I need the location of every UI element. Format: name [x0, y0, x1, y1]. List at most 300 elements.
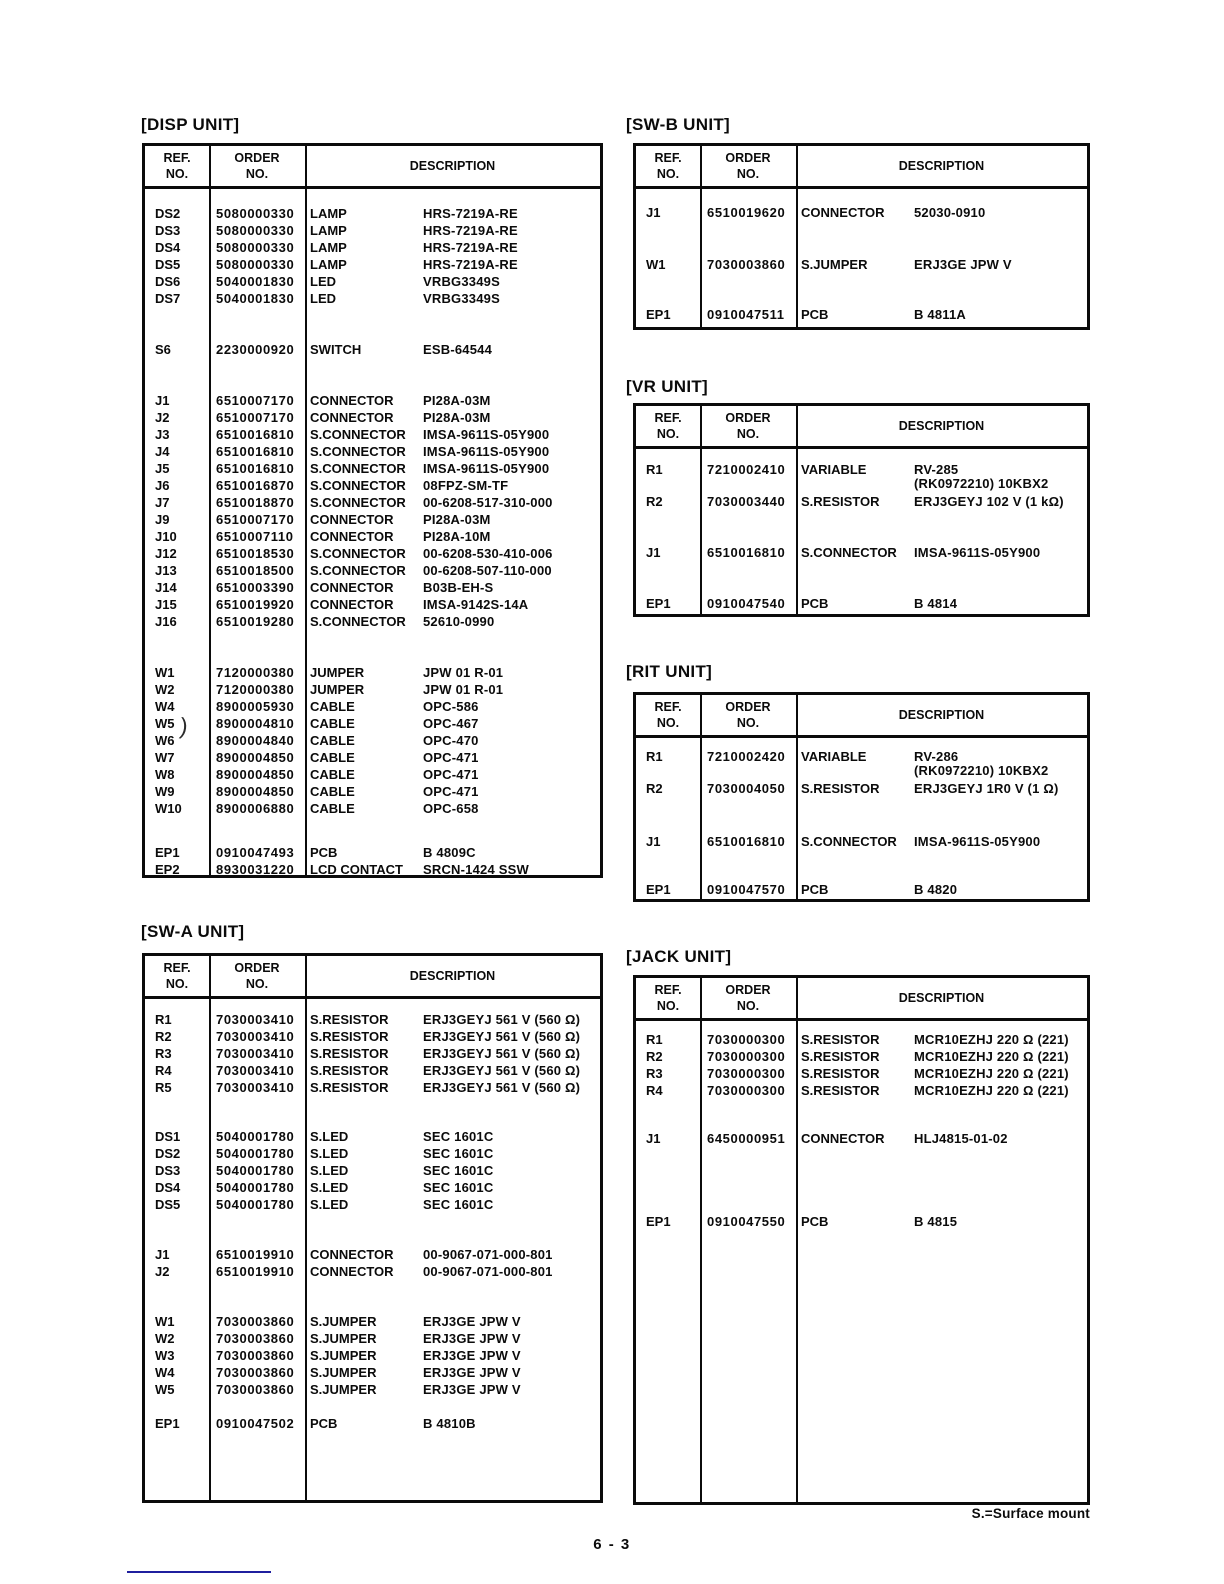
order-no-cell: 0910047502	[216, 1416, 295, 1431]
description-part-cell: B 4815	[914, 1214, 958, 1229]
table-body	[636, 1021, 1087, 1230]
description-part-cell: PI28A-03M	[423, 410, 491, 425]
ref-no-cell: R5	[155, 1080, 172, 1095]
table-row	[145, 494, 600, 511]
table-row	[636, 544, 1087, 561]
table-row	[145, 1062, 600, 1079]
description-type-cell: S.RESISTOR	[801, 1032, 880, 1047]
description-type-cell: S.CONNECTOR	[310, 546, 406, 561]
table-row	[636, 1213, 1087, 1230]
description-part-cell: JPW 01 R-01	[423, 682, 504, 697]
description-type-cell: LED	[310, 274, 336, 289]
table-row	[636, 1082, 1087, 1099]
order-no-cell: 8900004850	[216, 767, 295, 782]
description-part-cell: ERJ3GEYJ 561 V (560 Ω)	[423, 1063, 581, 1078]
description-type-cell: S.LED	[310, 1129, 349, 1144]
ref-no-cell: DS4	[155, 240, 181, 255]
table-row	[145, 698, 600, 715]
ref-no-cell: EP1	[646, 1214, 671, 1229]
description-type-cell: S.CONNECTOR	[310, 427, 406, 442]
order-no-cell: 6510019620	[707, 205, 786, 220]
unit-title-sw-b: [SW-B UNIT]	[626, 115, 730, 134]
table-row	[636, 1031, 1087, 1048]
ref-no-cell: R2	[155, 1029, 172, 1044]
header-label: NO.	[736, 716, 760, 730]
description-part-cell: MCR10EZHJ 220 Ω (221)	[914, 1032, 1069, 1047]
order-no-cell: 6510016810	[216, 461, 295, 476]
order-no-cell: 6510016870	[216, 478, 295, 493]
parts-table-sw-b	[633, 143, 1090, 330]
row-group-gap	[636, 221, 1087, 256]
header-order-no	[700, 978, 796, 1018]
header-description	[305, 956, 600, 996]
table-row	[145, 613, 600, 630]
description-type-cell: PCB	[801, 307, 829, 322]
order-no-cell: 7030003860	[216, 1331, 295, 1346]
order-no-cell: 7120000380	[216, 665, 295, 680]
table-row	[145, 596, 600, 613]
description-type-cell: CABLE	[310, 801, 355, 816]
order-no-cell: 0910047493	[216, 845, 295, 860]
header-label: DESCRIPTION	[409, 158, 496, 173]
header-label: DESCRIPTION	[898, 158, 985, 173]
row-group-gap	[636, 1021, 1087, 1031]
header-description	[796, 406, 1087, 446]
description-part-cell: B 4810B	[423, 1416, 476, 1431]
ref-no-cell: DS4	[155, 1180, 181, 1195]
ref-no-cell: S6	[155, 342, 171, 357]
ref-no-cell: R1	[646, 749, 663, 764]
header-label: NO.	[165, 167, 189, 181]
ref-no-cell: EP2	[155, 862, 180, 877]
unit-title-sw-a: [SW-A UNIT]	[141, 922, 245, 941]
ref-no-cell: R2	[646, 494, 663, 509]
ref-no-cell: EP1	[155, 1416, 180, 1431]
description-type-cell: VARIABLE	[801, 462, 867, 477]
ref-no-cell: DS2	[155, 1146, 181, 1161]
order-no-cell: 7120000380	[216, 682, 295, 697]
description-type-cell: CABLE	[310, 716, 355, 731]
description-part-cell: 52610-0990	[423, 614, 495, 629]
row-group-gap	[636, 850, 1087, 881]
ref-no-cell: DS5	[155, 257, 181, 272]
table-row	[636, 595, 1087, 612]
ref-no-cell: J1	[155, 393, 170, 408]
ref-no-cell: DS5	[155, 1197, 181, 1212]
description-part-cell: 52030-0910	[914, 205, 986, 220]
order-no-cell: 6510019910	[216, 1264, 295, 1279]
table-row	[636, 478, 1087, 493]
ref-no-cell: J4	[155, 444, 170, 459]
table-row	[145, 579, 600, 596]
header-label: NO.	[656, 999, 680, 1013]
scan-artifact-mark: )	[178, 712, 190, 740]
table-row	[145, 1128, 600, 1145]
description-part-cell: (RK0972210) 10KBX2	[914, 763, 1049, 778]
row-group-gap	[145, 817, 600, 844]
table-header	[145, 956, 600, 999]
header-label: ORDER	[725, 982, 771, 997]
description-part-cell: VRBG3349S	[423, 291, 500, 306]
header-order-no	[700, 406, 796, 446]
ref-no-cell: W4	[155, 1365, 175, 1380]
table-header	[636, 978, 1087, 1021]
row-group-gap	[145, 1213, 600, 1246]
order-no-cell: 0910047570	[707, 882, 786, 897]
ref-no-cell: J1	[155, 1247, 170, 1262]
ref-no-cell: EP1	[646, 882, 671, 897]
description-type-cell: S.CONNECTOR	[310, 478, 406, 493]
header-order-no	[209, 956, 305, 996]
table-row	[636, 765, 1087, 780]
ref-no-cell: J15	[155, 597, 177, 612]
table-header	[636, 406, 1087, 449]
description-type-cell: LAMP	[310, 240, 347, 255]
table-row	[145, 1313, 600, 1330]
ref-no-cell: J1	[646, 1131, 661, 1146]
order-no-cell: 6510007170	[216, 512, 295, 527]
order-no-cell: 6510016810	[216, 427, 295, 442]
description-type-cell: S.RESISTOR	[310, 1012, 389, 1027]
description-part-cell: ERJ3GEYJ 102 V (1 kΩ)	[914, 494, 1064, 509]
description-part-cell: JPW 01 R-01	[423, 665, 504, 680]
header-label: ORDER	[725, 410, 771, 425]
description-type-cell: LAMP	[310, 223, 347, 238]
unit-title-disp: [DISP UNIT]	[141, 115, 240, 134]
description-part-cell: OPC-470	[423, 733, 479, 748]
description-part-cell: OPC-471	[423, 767, 479, 782]
row-group-gap	[145, 1280, 600, 1313]
order-no-cell: 8900004810	[216, 716, 295, 731]
description-part-cell: RV-285	[914, 462, 959, 477]
table-row	[145, 205, 600, 222]
row-group-gap	[636, 273, 1087, 306]
ref-no-cell: R1	[155, 1012, 172, 1027]
description-type-cell: S.JUMPER	[310, 1365, 377, 1380]
description-part-cell: HRS-7219A-RE	[423, 206, 518, 221]
order-no-cell	[700, 765, 796, 780]
order-no-cell: 2230000920	[216, 342, 295, 357]
parts-table-jack	[633, 975, 1090, 1505]
table-row	[145, 256, 600, 273]
ref-no-cell: J1	[646, 205, 661, 220]
description-type-cell: S.CONNECTOR	[310, 495, 406, 510]
description-part-cell: IMSA-9611S-05Y900	[423, 427, 550, 442]
order-no-cell: 6510019920	[216, 597, 295, 612]
description-part-cell: 00-6208-517-310-000	[423, 495, 553, 510]
table-row	[636, 780, 1087, 797]
order-no-cell: 7030003410	[216, 1029, 295, 1044]
header-order-no	[209, 146, 305, 186]
table-row	[145, 1263, 600, 1280]
ref-no-cell: W1	[155, 665, 175, 680]
order-no-cell: 7030003410	[216, 1080, 295, 1095]
order-no-cell: 7030000300	[707, 1066, 786, 1081]
description-type-cell: CONNECTOR	[310, 597, 394, 612]
description-part-cell: ERJ3GEYJ 561 V (560 Ω)	[423, 1080, 581, 1095]
order-no-cell: 5080000330	[216, 257, 295, 272]
header-description	[796, 146, 1087, 186]
order-no-cell: 8900004840	[216, 733, 295, 748]
description-part-cell: ERJ3GE JPW V	[423, 1348, 521, 1363]
ref-no-cell: J12	[155, 546, 177, 561]
order-no-cell: 5080000330	[216, 240, 295, 255]
table-row	[636, 881, 1087, 898]
header-ref-no	[145, 146, 209, 186]
ref-no-cell: W1	[155, 1314, 175, 1329]
description-part-cell: ERJ3GEYJ 1R0 V (1 Ω)	[914, 781, 1059, 796]
table-row	[145, 681, 600, 698]
description-part-cell: ERJ3GE JPW V	[423, 1331, 521, 1346]
header-description	[796, 695, 1087, 735]
table-row	[145, 1415, 600, 1432]
header-label: ORDER	[234, 150, 280, 165]
description-type-cell: S.CONNECTOR	[310, 444, 406, 459]
description-type-cell: S.RESISTOR	[310, 1046, 389, 1061]
order-no-cell: 5040001830	[216, 274, 295, 289]
description-part-cell: SEC 1601C	[423, 1197, 494, 1212]
ref-no-cell: W5	[155, 1382, 175, 1397]
description-part-cell: IMSA-9611S-05Y900	[423, 461, 550, 476]
description-part-cell: 00-9067-071-000-801	[423, 1264, 553, 1279]
description-type-cell: CONNECTOR	[310, 1264, 394, 1279]
order-no-cell: 6510016810	[707, 545, 786, 560]
order-no-cell: 8930031220	[216, 862, 295, 877]
ref-no-cell: W10	[155, 801, 182, 816]
table-row	[145, 732, 600, 749]
order-no-cell: 5040001830	[216, 291, 295, 306]
description-type-cell: CABLE	[310, 750, 355, 765]
description-type-cell: SWITCH	[310, 342, 362, 357]
description-type-cell: S.LED	[310, 1197, 349, 1212]
row-group-gap	[145, 307, 600, 341]
header-label: REF.	[654, 699, 682, 714]
table-row	[145, 1246, 600, 1263]
description-part-cell: PI28A-10M	[423, 529, 491, 544]
description-part-cell: IMSA-9611S-05Y900	[423, 444, 550, 459]
description-type-cell: S.LED	[310, 1146, 349, 1161]
description-part-cell: HRS-7219A-RE	[423, 257, 518, 272]
order-no-cell: 7030003410	[216, 1063, 295, 1078]
table-row	[636, 256, 1087, 273]
ref-no-cell: EP1	[646, 307, 671, 322]
ref-no-cell: R4	[646, 1083, 663, 1098]
order-no-cell: 6510016810	[216, 444, 295, 459]
description-part-cell: IMSA-9142S-14A	[423, 597, 529, 612]
parts-table-sw-a	[142, 953, 603, 1503]
description-type-cell: S.RESISTOR	[801, 1083, 880, 1098]
header-description	[796, 978, 1087, 1018]
order-no-cell: 7030003860	[216, 1365, 295, 1380]
order-no-cell: 7030003860	[216, 1314, 295, 1329]
table-body	[145, 189, 600, 878]
description-type-cell: LAMP	[310, 206, 347, 221]
description-part-cell: B 4820	[914, 882, 958, 897]
parts-table-vr	[633, 403, 1090, 617]
table-row	[636, 306, 1087, 323]
description-type-cell: S.RESISTOR	[801, 1049, 880, 1064]
order-no-cell: 8900005930	[216, 699, 295, 714]
table-row	[145, 664, 600, 681]
order-no-cell: 7030000300	[707, 1032, 786, 1047]
ref-no-cell: J16	[155, 614, 177, 629]
description-part-cell: ERJ3GE JPW V	[423, 1382, 521, 1397]
row-group-gap	[145, 1398, 600, 1415]
header-description	[305, 146, 600, 186]
description-part-cell: 00-6208-530-410-006	[423, 546, 553, 561]
description-part-cell: SEC 1601C	[423, 1129, 494, 1144]
header-ref-no	[636, 146, 700, 186]
header-label: NO.	[656, 716, 680, 730]
ref-no-cell: R1	[646, 1032, 663, 1047]
header-label: NO.	[245, 167, 269, 181]
description-part-cell: B 4814	[914, 596, 958, 611]
order-no-cell: 7030003440	[707, 494, 786, 509]
order-no-cell: 6510007170	[216, 410, 295, 425]
row-group-gap	[636, 189, 1087, 204]
table-row	[636, 1065, 1087, 1082]
description-part-cell: ERJ3GE JPW V	[914, 257, 1012, 272]
header-label: ORDER	[234, 960, 280, 975]
row-group-gap	[145, 189, 600, 205]
ref-no-cell: W2	[155, 682, 175, 697]
description-part-cell: PI28A-03M	[423, 512, 491, 527]
table-body	[636, 738, 1087, 898]
order-no-cell: 8900004850	[216, 784, 295, 799]
order-no-cell: 7210002420	[707, 749, 786, 764]
table-row	[145, 1028, 600, 1045]
ref-no-cell	[636, 765, 700, 780]
description-part-cell: ERJ3GE JPW V	[423, 1314, 521, 1329]
description-type-cell: CABLE	[310, 767, 355, 782]
description-part-cell: VRBG3349S	[423, 274, 500, 289]
header-label: DESCRIPTION	[898, 707, 985, 722]
ref-no-cell: W8	[155, 767, 175, 782]
ref-no-cell: R3	[155, 1046, 172, 1061]
description-part-cell: PI28A-03M	[423, 393, 491, 408]
order-no-cell: 7030000300	[707, 1049, 786, 1064]
order-no-cell: 0910047511	[707, 307, 785, 322]
order-no-cell: 7210002410	[707, 462, 786, 477]
table-row	[145, 766, 600, 783]
ref-no-cell: J10	[155, 529, 177, 544]
ref-no-cell: J9	[155, 512, 170, 527]
table-row	[145, 861, 600, 878]
table-row	[145, 800, 600, 817]
description-type-cell: JUMPER	[310, 665, 365, 680]
description-type-cell: PCB	[801, 1214, 829, 1229]
ref-no-cell: W5	[155, 716, 175, 731]
description-part-cell: B03B-EH-S	[423, 580, 494, 595]
ref-no-cell: J2	[155, 1264, 170, 1279]
description-type-cell: S.JUMPER	[310, 1331, 377, 1346]
description-type-cell: S.RESISTOR	[310, 1063, 389, 1078]
description-type-cell: VARIABLE	[801, 749, 867, 764]
table-row	[145, 783, 600, 800]
ref-no-cell: W6	[155, 733, 175, 748]
order-no-cell: 6510003390	[216, 580, 295, 595]
description-part-cell: (RK0972210) 10KBX2	[914, 476, 1049, 491]
table-row	[145, 749, 600, 766]
order-no-cell: 6510007170	[216, 393, 295, 408]
table-row	[145, 477, 600, 494]
description-part-cell: SRCN-1424 SSW	[423, 862, 529, 877]
ref-no-cell: J5	[155, 461, 170, 476]
description-type-cell: S.RESISTOR	[310, 1080, 389, 1095]
description-type-cell: S.CONNECTOR	[310, 614, 406, 629]
table-row	[145, 528, 600, 545]
header-label: REF.	[654, 150, 682, 165]
description-part-cell: OPC-471	[423, 784, 479, 799]
description-part-cell: OPC-586	[423, 699, 479, 714]
order-no-cell	[700, 478, 796, 493]
order-no-cell: 6510018870	[216, 495, 295, 510]
ref-no-cell: DS1	[155, 1129, 181, 1144]
table-row	[145, 1347, 600, 1364]
description-part-cell: OPC-471	[423, 750, 479, 765]
description-type-cell: CONNECTOR	[801, 1131, 885, 1146]
description-part-cell: ERJ3GEYJ 561 V (560 Ω)	[423, 1046, 581, 1061]
description-type-cell: S.RESISTOR	[801, 1066, 880, 1081]
header-label: REF.	[163, 150, 191, 165]
ref-no-cell: W3	[155, 1348, 175, 1363]
description-type-cell: CONNECTOR	[310, 580, 394, 595]
order-no-cell: 5080000330	[216, 206, 295, 221]
description-type-cell: S.CONNECTOR	[310, 461, 406, 476]
table-row	[145, 1330, 600, 1347]
description-part-cell: B 4809C	[423, 845, 476, 860]
table-body	[636, 189, 1087, 323]
header-label: DESCRIPTION	[898, 418, 985, 433]
row-group-gap	[636, 449, 1087, 461]
description-type-cell: LCD CONTACT	[310, 862, 403, 877]
order-no-cell: 5080000330	[216, 223, 295, 238]
row-group-gap	[636, 797, 1087, 833]
table-row	[145, 392, 600, 409]
ref-no-cell: J2	[155, 410, 170, 425]
row-group-gap	[636, 561, 1087, 595]
description-part-cell: B 4811A	[914, 307, 966, 322]
header-label: ORDER	[725, 150, 771, 165]
order-no-cell: 6510007110	[216, 529, 294, 544]
ref-no-cell: J6	[155, 478, 170, 493]
unit-title-jack: [JACK UNIT]	[626, 947, 732, 966]
ref-no-cell: J13	[155, 563, 177, 578]
table-row	[636, 493, 1087, 510]
table-row	[145, 341, 600, 358]
description-type-cell: PCB	[801, 596, 829, 611]
header-label: ORDER	[725, 699, 771, 714]
table-row	[145, 545, 600, 562]
table-row	[636, 204, 1087, 221]
ref-no-cell	[636, 478, 700, 493]
description-type-cell: CONNECTOR	[310, 393, 394, 408]
header-ref-no	[636, 406, 700, 446]
description-type-cell: S.RESISTOR	[801, 494, 880, 509]
ref-no-cell: J1	[646, 545, 661, 560]
order-no-cell: 7030003860	[216, 1382, 295, 1397]
table-header	[636, 695, 1087, 738]
header-label: NO.	[656, 167, 680, 181]
order-no-cell: 5040001780	[216, 1197, 295, 1212]
description-part-cell: HRS-7219A-RE	[423, 240, 518, 255]
description-type-cell: S.CONNECTOR	[801, 545, 897, 560]
order-no-cell: 6450000951	[707, 1131, 786, 1146]
header-label: REF.	[654, 410, 682, 425]
description-type-cell: CONNECTOR	[310, 512, 394, 527]
order-no-cell: 7030003860	[707, 257, 786, 272]
surface-mount-note: S.=Surface mount	[971, 1506, 1090, 1521]
